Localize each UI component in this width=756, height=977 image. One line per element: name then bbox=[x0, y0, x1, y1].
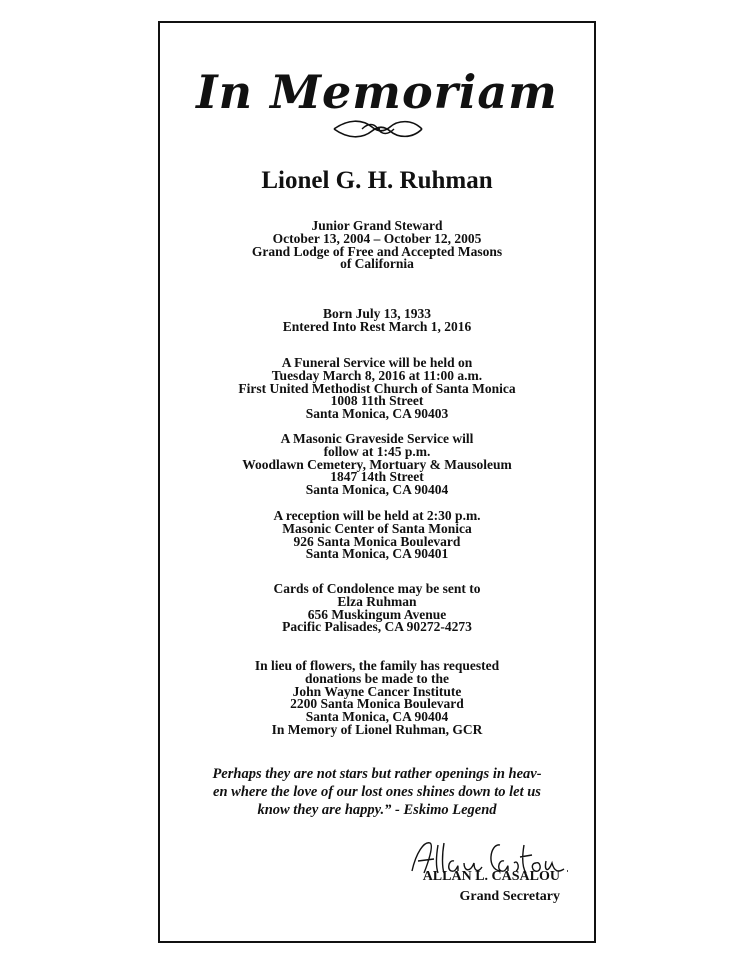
funeral-line: First United Methodist Church of Santa Monica bbox=[238, 380, 516, 396]
funeral-line: Tuesday March 8, 2016 at 11:00 a.m. bbox=[271, 367, 483, 383]
funeral-block bbox=[160, 357, 594, 421]
graveside-line: 1847 14th Street bbox=[330, 469, 424, 485]
donations-block bbox=[160, 660, 594, 737]
donations-line: In lieu of flowers, the family has requested bbox=[254, 658, 500, 673]
page-title: In Memoriam bbox=[196, 65, 558, 119]
memorial-card bbox=[158, 21, 596, 943]
office-block bbox=[160, 220, 594, 271]
flourish-ornament-icon bbox=[328, 115, 428, 143]
graveside-line: A Masonic Graveside Service will bbox=[280, 431, 474, 446]
donations-line: donations be made to the bbox=[304, 670, 449, 686]
reception-line: Santa Monica, CA 90401 bbox=[305, 546, 449, 562]
funeral-line: 1008 11th Street bbox=[330, 393, 424, 409]
reception-line: A reception will be held at 2:30 p.m. bbox=[273, 508, 481, 523]
deceased-name: Lionel G. H. Ruhman bbox=[261, 167, 493, 194]
quote-line: Perhaps they are not stars but rather openings in heav- bbox=[212, 766, 542, 782]
donations-line: In Memory of Lionel Ruhman, GCR bbox=[271, 721, 483, 737]
quote-block bbox=[208, 765, 546, 819]
condolence-line: Cards of Condolence may be sent to bbox=[273, 581, 481, 596]
condolence-block bbox=[160, 583, 594, 634]
condolence-line: Elza Ruhman bbox=[337, 593, 417, 609]
funeral-line: Santa Monica, CA 90403 bbox=[305, 406, 449, 422]
funeral-line: A Funeral Service will be held on bbox=[281, 355, 473, 370]
office-line: of California bbox=[340, 256, 414, 272]
office-line: Grand Lodge of Free and Accepted Masons bbox=[251, 243, 503, 259]
quote-line: know they are happy.” - Eskimo Legend bbox=[257, 802, 497, 818]
graveside-line: Woodlawn Cemetery, Mortuary & Mausoleum bbox=[242, 456, 512, 472]
reception-line: Masonic Center of Santa Monica bbox=[282, 520, 472, 536]
quote-line: en where the love of our lost ones shines down to let us bbox=[213, 784, 541, 800]
dates-block bbox=[160, 308, 594, 334]
signer-title: Grand Secretary bbox=[459, 889, 560, 904]
signer-name: ALLAN L. CASALOU bbox=[422, 869, 560, 884]
graveside-block bbox=[160, 433, 594, 497]
reception-block bbox=[160, 510, 594, 561]
donations-line: Santa Monica, CA 90404 bbox=[305, 709, 449, 725]
office-line: October 13, 2004 – October 12, 2005 bbox=[272, 230, 482, 246]
dates-line: Entered Into Rest March 1, 2016 bbox=[282, 318, 472, 334]
office-line: Junior Grand Steward bbox=[311, 218, 443, 233]
donations-line: John Wayne Cancer Institute bbox=[292, 683, 462, 699]
graveside-line: Santa Monica, CA 90404 bbox=[305, 482, 449, 498]
condolence-line: 656 Muskingum Avenue bbox=[307, 606, 447, 622]
graveside-line: follow at 1:45 p.m. bbox=[323, 443, 431, 459]
condolence-line: Pacific Palisades, CA 90272-4273 bbox=[282, 619, 472, 635]
reception-line: 926 Santa Monica Boulevard bbox=[293, 533, 461, 549]
dates-line: Born July 13, 1933 bbox=[322, 306, 431, 321]
donations-line: 2200 Santa Monica Boulevard bbox=[290, 696, 464, 712]
